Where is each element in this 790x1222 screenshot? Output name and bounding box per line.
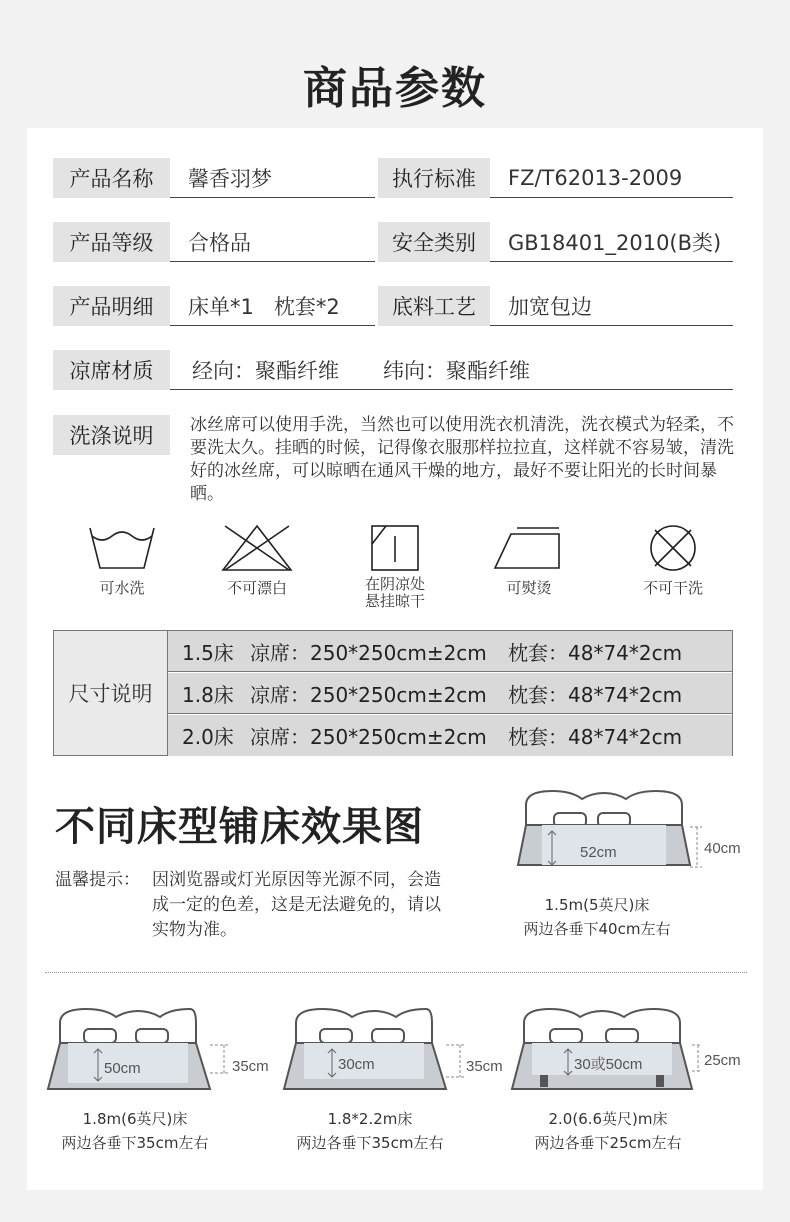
table-row	[168, 715, 732, 756]
page-title: 商品参数	[303, 63, 487, 114]
size-bed: 2.0床	[182, 725, 234, 749]
care-caption: 不可漂白	[226, 579, 287, 597]
iron-icon	[489, 522, 569, 574]
param-label: 执行标准	[378, 158, 490, 198]
table-row	[168, 673, 732, 714]
param-value: 合格品	[170, 222, 375, 262]
care-item	[340, 522, 450, 610]
no-dry-clean-icon	[633, 522, 713, 574]
care-caption: 不可干洗	[642, 579, 703, 597]
size-pillow: 枕套：48*74*2cm	[508, 640, 683, 665]
shade-dry-icon	[355, 522, 435, 574]
care-item	[474, 522, 584, 597]
param-value: 馨香羽梦	[170, 158, 375, 198]
bed-caption-line: 1.8m(6英尺)床	[82, 1110, 188, 1128]
care-caption	[340, 576, 450, 610]
bed-illustration	[280, 1003, 510, 1098]
size-table	[53, 630, 733, 756]
tip-label: 温馨提示：	[55, 870, 140, 890]
size-mat: 凉席：250*250cm±2cm	[250, 682, 487, 707]
size-mat: 凉席：250*250cm±2cm	[250, 725, 487, 749]
bed-caption	[45, 1107, 225, 1155]
bed-caption-line: 2.0(6.6英尺)m床	[548, 1110, 668, 1128]
bed-caption-line: 两边各垂下35cm左右	[296, 1134, 444, 1152]
bed-inner-size: 50cm	[104, 1060, 141, 1077]
no-bleach-icon	[217, 522, 297, 574]
bed-side-size: 25cm	[704, 1052, 741, 1069]
bed-inner-size: 52cm	[580, 844, 617, 861]
size-pillow: 枕套：48*74*2cm	[508, 682, 683, 707]
bed-inner-size: 30或50cm	[574, 1056, 643, 1073]
size-mat: 凉席：250*250cm±2cm	[250, 640, 487, 665]
param-value: GB18401_2010(B类)	[490, 222, 733, 262]
care-caption: 可水洗	[99, 579, 145, 597]
bed-inner-size: 30cm	[338, 1056, 375, 1073]
divider	[45, 972, 747, 973]
bed-caption-line: 两边各垂下40cm左右	[523, 920, 671, 938]
param-label: 产品等级	[53, 222, 170, 262]
care-caption: 可熨烫	[506, 579, 552, 597]
size-bed: 1.5床	[182, 640, 234, 665]
param-value: 床单*1 枕套*2	[170, 286, 375, 326]
bed-illustration	[506, 1003, 750, 1098]
wash-text: 冰丝席可以使用手洗，当然也可以使用洗衣机清洗，洗衣模式为轻柔，不要洗太久。挂晒的时候，记得像衣服那样拉拉直，这样就不容易皱，清洗好的冰丝席，可以晾晒在通风干燥的地方，最好不要让阳光的长时间暴晒。	[190, 415, 734, 504]
param-value-row	[170, 350, 733, 390]
bed-caption-line: 1.5m(5英尺)床	[544, 896, 650, 914]
table-row	[168, 631, 732, 672]
bed-caption	[280, 1107, 460, 1155]
bed-caption-line: 两边各垂下25cm左右	[534, 1134, 682, 1152]
effect-title: 不同床型铺床效果图	[55, 804, 424, 850]
care-item	[202, 522, 312, 597]
bed-side-size: 35cm	[232, 1058, 269, 1075]
param-label: 底料工艺	[378, 286, 490, 326]
hand-wash-icon	[82, 522, 162, 574]
param-label: 安全类别	[378, 222, 490, 262]
size-label: 尺寸说明	[54, 631, 168, 755]
param-label: 凉席材质	[53, 350, 170, 390]
tip-text: 因浏览器或灯光原因等光源不同，会造成一定的色差，这是无法避免的，请以实物为准。	[152, 870, 441, 940]
param-label: 产品明细	[53, 286, 170, 326]
size-pillow: 枕套：48*74*2cm	[508, 725, 683, 749]
bed-side-size: 35cm	[466, 1058, 503, 1075]
param-label: 产品名称	[53, 158, 170, 198]
care-caption-line: 在阴凉处	[364, 575, 425, 593]
bed-caption-line: 1.8*2.2m床	[327, 1110, 413, 1128]
bed-illustration	[44, 1003, 284, 1098]
care-caption-line: 悬挂晾干	[364, 592, 425, 610]
wash-label: 洗涤说明	[53, 415, 170, 455]
bed-side-size: 40cm	[704, 840, 741, 857]
bed-caption-line: 两边各垂下35cm左右	[61, 1134, 209, 1152]
size-bed: 1.8床	[182, 682, 234, 707]
care-item	[67, 522, 177, 597]
param-value: FZ/T62013-2009	[490, 158, 733, 198]
param-value: 纬向：聚酯纤维	[383, 358, 530, 383]
param-value: 经向：聚酯纤维	[192, 358, 339, 383]
care-item	[618, 522, 728, 597]
bed-caption	[497, 893, 697, 941]
bed-illustration	[512, 785, 742, 880]
bed-caption	[515, 1107, 701, 1155]
param-value: 加宽包边	[490, 286, 733, 326]
